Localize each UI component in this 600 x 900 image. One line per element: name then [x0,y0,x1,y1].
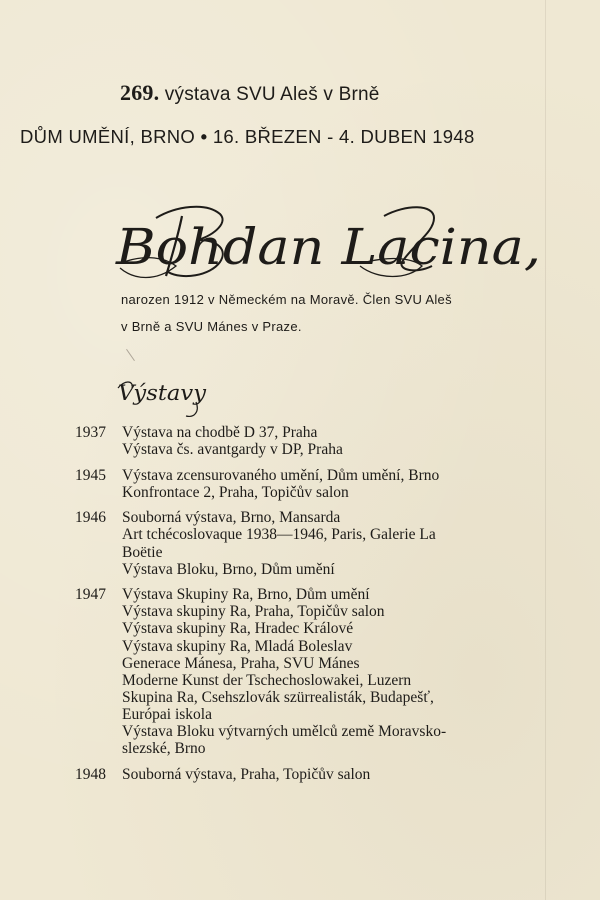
exhibition-entry: Moderne Kunst der Tschechoslowakei, Luzern [122,671,412,689]
year-entries [122,424,580,458]
year-group-1937 [75,424,580,458]
exhibition-heading [120,80,380,106]
exhibition-entry: Boëtie [122,543,163,561]
exhibition-entry: Souborná výstava, Brno, Mansarda [122,509,341,527]
exhibition-entry: Výstava skupiny Ra, Hradec Králové [122,620,354,638]
exhibitions-heading-text: Výstavy [118,381,208,405]
year-entries [122,586,580,757]
year-entries [122,467,580,501]
exhibition-number: 269. [120,80,160,105]
year-group-1946 [75,509,580,577]
exhibition-entry: Skupina Ra, Csehszlovák szürrealisták, Budapešť, [122,688,434,706]
exhibition-entry: Výstava zcensurovaného umění, Dům umění, Brno [122,466,440,484]
artist-bio [121,286,561,340]
bio-line: narozen 1912 v Německém na Moravě. Člen SVU Aleš [121,292,452,307]
exhibition-entry: slezské, Brno [122,740,206,758]
year-group-1947 [75,586,580,757]
exhibitions-list [75,424,580,791]
separator-dot: • [200,126,208,147]
year-label: 1948 [75,765,106,783]
year-entries [122,766,580,783]
ink-mark [126,349,135,361]
artist-name-text: Bohdan Lacina, [114,218,542,276]
year-label: 1945 [75,466,106,484]
exhibition-title: výstava SVU Aleš v Brně [164,84,380,105]
year-label: 1937 [75,424,106,441]
year-entries [122,509,580,577]
exhibition-entry: Výstava na chodbě D 37, Praha [122,424,318,441]
exhibition-entry: Výstava skupiny Ra, Mladá Boleslav [122,637,353,655]
year-label: 1946 [75,509,106,527]
year-label: 1947 [75,586,106,604]
artist-name-script [116,196,546,288]
exhibitions-heading [116,378,226,418]
exhibition-entry: Výstava Skupiny Ra, Brno, Dům umění [122,586,370,604]
venue: DŮM UMĚNÍ, BRNO [20,126,196,147]
exhibition-entry: Souborná výstava, Praha, Topičův salon [122,765,371,783]
venue-dates-line [20,126,475,148]
exhibition-entry: Európai iskola [122,705,212,723]
exhibition-entry: Výstava Bloku výtvarných umělců země Moravsko- [122,723,447,740]
exhibition-entry: Art tchécoslovaque 1938—1946, Paris, Galerie La [122,526,436,544]
artist-name [116,196,546,288]
exhibition-entry: Konfrontace 2, Praha, Topičův salon [122,483,349,501]
exhibition-dates: 16. BŘEZEN - 4. DUBEN 1948 [212,126,475,147]
exhibition-entry: Generace Mánesa, Praha, SVU Mánes [122,654,360,672]
exhibition-entry: Výstava skupiny Ra, Praha, Topičův salon [122,603,385,621]
bio-line: v Brně a SVU Mánes v Praze. [121,319,302,334]
year-group-1948 [75,766,580,783]
year-group-1945 [75,467,580,501]
exhibition-entry: Výstava čs. avantgardy v DP, Praha [122,441,343,459]
exhibition-entry: Výstava Bloku, Brno, Dům umění [122,560,335,578]
exhibitions-heading-script [116,378,226,418]
